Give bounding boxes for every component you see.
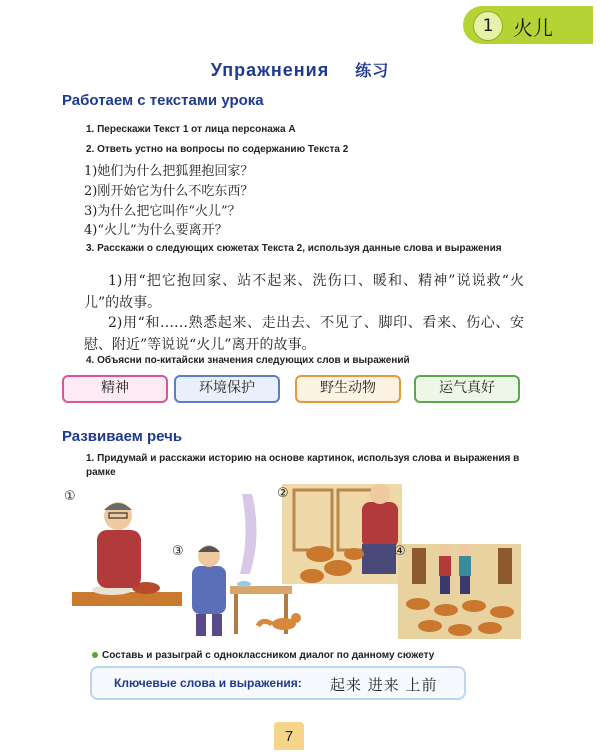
task-3-paragraph-1: 1)用“把它抱回家、站不起来、洗伤口、暖和、精神”说说救“火儿”的故事。 [84,273,524,311]
word-box-4: 运气真好 [414,375,520,403]
panel-1-man-cooking [72,502,182,606]
panel-label-1: ① [64,489,76,504]
task-3-paragraph-2: 2)用“和……熟悉起来、走出去、不见了、脚印、看来、伤心、安慰、附近”等说说“火儿”离开的故事。 [84,315,524,353]
panel-4-many-foxes [398,544,521,639]
keywords-label: Ключевые слова и выражения: [114,676,302,690]
panel-2-man-with-foxes [282,484,402,584]
question-1: 1)她们为什么把狐狸抱回家？ [84,164,254,179]
question-2: 2)刚开始它为什么不吃东西？ [84,184,254,199]
page-title-ru: Упражнения [210,60,330,80]
task-1: 1. Перескажи Текст 1 от лица персонажа А [86,124,296,135]
lesson-tab [463,6,593,44]
word-box-3: 野生动物 [295,375,401,403]
keywords-words: 起来 进来 上前 [330,676,438,694]
question-3: 3)为什么把它叫作“火儿”？ [84,204,241,219]
panel-label-2: ② [277,486,289,501]
story-illustration [62,484,521,639]
page-title-zh: 练习 [355,61,390,80]
lesson-number: 1 [473,11,503,41]
keywords-box [90,666,466,700]
panel-label-4: ④ [394,544,406,559]
panel-3-woman-table [192,494,292,636]
lesson-title: 火儿 [513,16,553,40]
dialog-instruction [92,650,434,661]
page-title [0,58,600,81]
task-4: 4. Объясни по-китайски значения следующих слов и выражений [86,355,410,366]
panel-label-3: ③ [172,544,184,559]
section-heading-speech: Развиваем речь [62,428,183,445]
speech-task-1: 1. Придумай и расскажи историю на основе картинок, используя слова и выражения в рамке [86,453,520,478]
page-number: 7 [274,722,304,750]
task-3: 3. Расскажи о следующих сюжетах Текста 2, используя данные слова и выражения [86,243,502,254]
question-4: 4)“火儿”为什么要离开？ [84,223,228,238]
bullet-icon [92,652,98,658]
task-2: 2. Ответь устно на вопросы по содержанию Текста 2 [86,144,349,155]
word-box-1: 精神 [62,375,168,403]
word-box-2: 环境保护 [174,375,280,403]
dialog-instruction-text: Составь и разыграй с одноклассником диалог по данному сюжету [102,650,435,661]
section-heading-texts: Работаем с текстами урока [62,92,264,109]
fox-panel-3 [258,613,301,630]
